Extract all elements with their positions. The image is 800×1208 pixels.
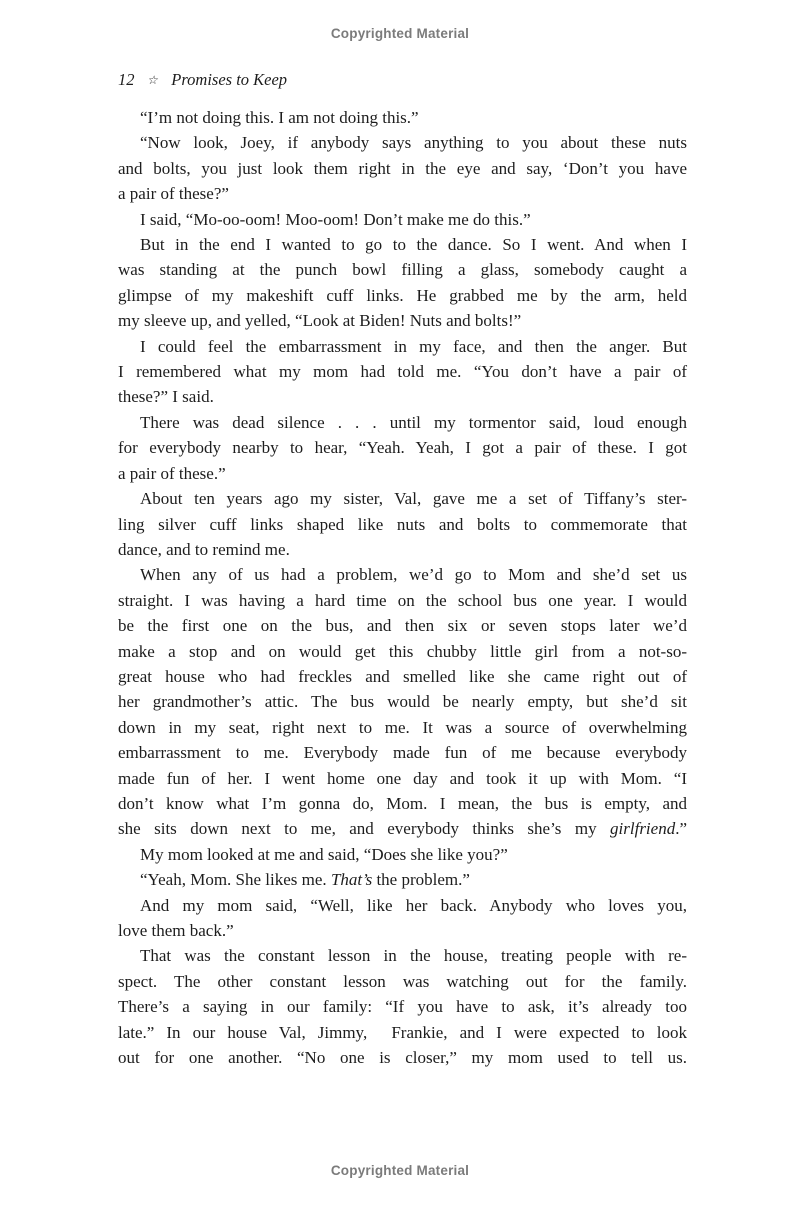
- text-line: “I’m not doing this. I am not doing this.”: [140, 108, 419, 127]
- text-line: “Now look, Joey, if anybody says anything to you about these nuts: [140, 133, 687, 153]
- text-line: But in the end I wanted to go to the dance. So I went. And when I: [140, 235, 687, 255]
- book-title: Promises to Keep: [171, 70, 288, 89]
- text-line: embarrassment to me. Everybody made fun of me because everybody: [118, 743, 687, 763]
- page-number: 12: [118, 70, 135, 89]
- text-line: “Yeah, Mom. She likes me. That’s the problem.”: [140, 870, 470, 890]
- text-line: a pair of these?”: [118, 184, 229, 204]
- text-line: I could feel the embarrassment in my face, and then the anger. But: [140, 336, 687, 356]
- text-line: a pair of these.”: [118, 463, 226, 483]
- text-line: make a stop and on would get this chubby little girl from a not-so-: [118, 641, 687, 661]
- text-line: I said, “Mo-oo-oom! Moo-oom! Don’t make me do this.”: [140, 209, 531, 229]
- text-line: down in my seat, right next to me. It was a source of overwhelming: [118, 717, 687, 737]
- text-line: out for one another. “No one is closer,” my mom used to tell us.: [118, 1048, 687, 1068]
- text-line: There was dead silence . . . until my tormentor said, loud enough: [140, 412, 687, 432]
- running-head: [118, 70, 287, 90]
- text-line: made fun of her. I went home one day and took it up with Mom. “I: [118, 768, 687, 788]
- text-line: ling silver cuff links shaped like nuts and bolts to commemorate that: [118, 514, 687, 534]
- text-line: That was the constant lesson in the house, treating people with re-: [140, 946, 687, 966]
- text-line: love them back.”: [118, 921, 234, 940]
- text-line: dance, and to remind me.: [118, 539, 290, 559]
- text-line: and bolts, you just look them right in the eye and say, ‘Don’t you have: [118, 158, 687, 178]
- text-line: And my mom said, “Well, like her back. Anybody who loves you,: [140, 895, 687, 915]
- text-line: these?” I said.: [118, 387, 214, 407]
- text-line: About ten years ago my sister, Val, gave me a set of Tiffany’s ster-: [140, 489, 687, 509]
- text-line: don’t know what I’m gonna do, Mom. I mean, the bus is empty, and: [118, 793, 687, 813]
- page-body: [118, 105, 687, 1070]
- text-line: I remembered what my mom had told me. “You don’t have a pair of: [118, 362, 687, 382]
- text-line: My mom looked at me and said, “Does she like you?”: [140, 844, 508, 864]
- text-line: was standing at the punch bowl filling a glass, somebody caught a: [118, 260, 687, 280]
- text-line: straight. I was having a hard time on the school bus one year. I would: [118, 590, 687, 610]
- text-line: There’s a saying in our family: “If you have to ask, it’s already too: [118, 997, 687, 1017]
- text-line: be the first one on the bus, and then six or seven stops later we’d: [118, 616, 687, 636]
- star-icon: ☆: [146, 73, 160, 87]
- text-line: her grandmother’s attic. The bus would be nearly empty, but she’d sit: [118, 692, 687, 712]
- text-line: When any of us had a problem, we’d go to Mom and she’d set us: [140, 565, 687, 585]
- text-line: she sits down next to me, and everybody thinks she’s my girlfriend.”: [118, 819, 687, 839]
- text-line: for everybody nearby to hear, “Yeah. Yeah, I got a pair of these. I got: [118, 438, 687, 458]
- text-line: my sleeve up, and yelled, “Look at Biden! Nuts and bolts!”: [118, 311, 522, 331]
- text-line: great house who had freckles and smelled like she came right out of: [118, 666, 687, 686]
- text-line: glimpse of my makeshift cuff links. He grabbed me by the arm, held: [118, 285, 687, 305]
- text-line: late.” In our house Val, Jimmy, Frankie, and I were expected to look: [118, 1022, 687, 1042]
- copyright-notice-bottom: Copyrighted Material: [330, 1163, 470, 1178]
- text-line: spect. The other constant lesson was watching out for the family.: [118, 971, 687, 991]
- copyright-notice-top: Copyrighted Material: [330, 26, 470, 41]
